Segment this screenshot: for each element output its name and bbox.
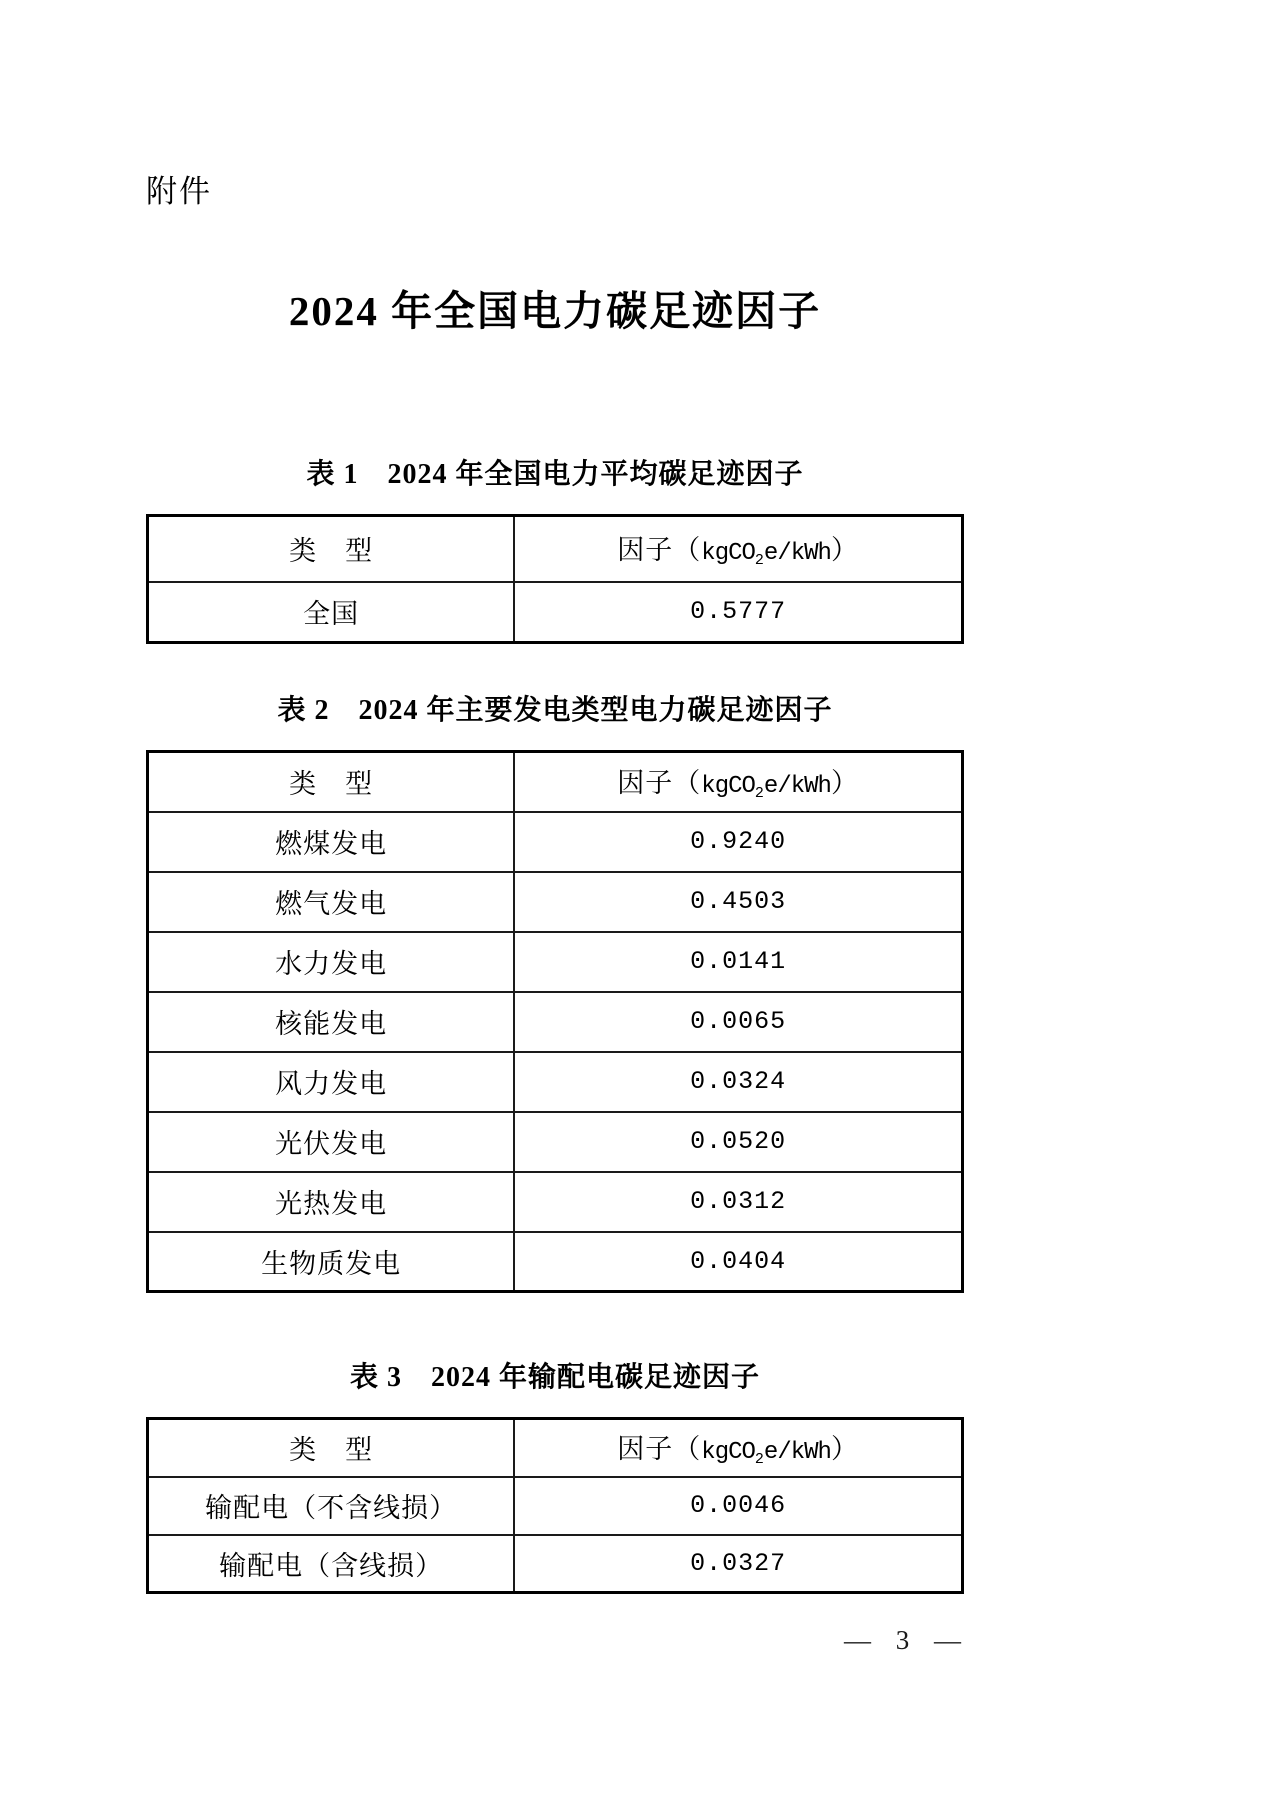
table-2-caption: 表 2 2024 年主要发电类型电力碳足迹因子 [277,695,833,726]
factor-cell: 0.0141 [514,932,962,992]
table-1-national-average [146,514,964,644]
table-1-header-row [148,516,963,582]
document-content [146,0,964,1658]
factor-cell: 0.4503 [514,872,962,932]
table-row [148,872,963,932]
document-title: 2024 年全国电力碳足迹因子 [288,288,822,334]
table-1-type-header: 类 型 [148,516,515,582]
factor-cell: 0.0312 [514,1172,962,1232]
type-cell: 燃煤发电 [148,812,515,872]
factor-header-close: ） [830,1434,859,1465]
factor-cell: 0.0046 [514,1477,962,1535]
table-row [148,992,963,1052]
factor-cell: 0.5777 [514,582,962,643]
factor-unit: kgCO$_2$e/kWh [701,1439,831,1469]
factor-cell: 0.0324 [514,1052,962,1112]
table-3-factor-header [514,1419,962,1477]
table-row [148,1112,963,1172]
factor-header-open: 因子（ [617,1434,702,1465]
factor-cell: 0.0404 [514,1232,962,1292]
table-row [148,1477,963,1535]
table-2-type-header: 类 型 [148,752,515,812]
factor-unit: kgCO$_2$e/kWh [701,773,831,803]
type-cell: 水力发电 [148,932,515,992]
factor-header-open: 因子（ [617,535,702,566]
table-2-factor-header [514,752,962,812]
factor-cell: 0.0327 [514,1535,962,1593]
page-number: — 3 — [844,1625,962,1655]
type-cell: 核能发电 [148,992,515,1052]
table-row [148,812,963,872]
type-cell: 全国 [148,582,515,643]
type-cell: 燃气发电 [148,872,515,932]
table-row [148,932,963,992]
factor-header-close: ） [830,768,859,799]
factor-cell: 0.0520 [514,1112,962,1172]
factor-cell: 0.0065 [514,992,962,1052]
table-row [148,1172,963,1232]
type-cell: 光伏发电 [148,1112,515,1172]
table-2-generation-types [146,750,964,1293]
table-3-header-row [148,1419,963,1477]
type-cell: 光热发电 [148,1172,515,1232]
factor-unit: kgCO$_2$e/kWh [701,540,831,570]
factor-header-open: 因子（ [617,768,702,799]
co2-subscript: 2 [754,1451,764,1469]
co2-subscript: 2 [754,785,764,803]
table-3-caption: 表 3 2024 年输配电碳足迹因子 [349,1362,760,1393]
table-2-header-row [148,752,963,812]
co2-subscript: 2 [754,552,764,570]
type-cell: 风力发电 [148,1052,515,1112]
factor-cell: 0.9240 [514,812,962,872]
table-1-factor-header [514,516,962,582]
table-3-type-header: 类 型 [148,1419,515,1477]
type-cell: 输配电（不含线损） [148,1477,515,1535]
table-row [148,1232,963,1292]
table-row [148,1052,963,1112]
attachment-label: 附件 [146,174,212,209]
table-row [148,582,963,643]
type-cell: 输配电（含线损） [148,1535,515,1593]
factor-header-close: ） [830,535,859,566]
table-3-transmission-distribution [146,1417,964,1594]
table-1-caption: 表 1 2024 年全国电力平均碳足迹因子 [306,459,804,490]
table-row [148,1535,963,1593]
type-cell: 生物质发电 [148,1232,515,1292]
